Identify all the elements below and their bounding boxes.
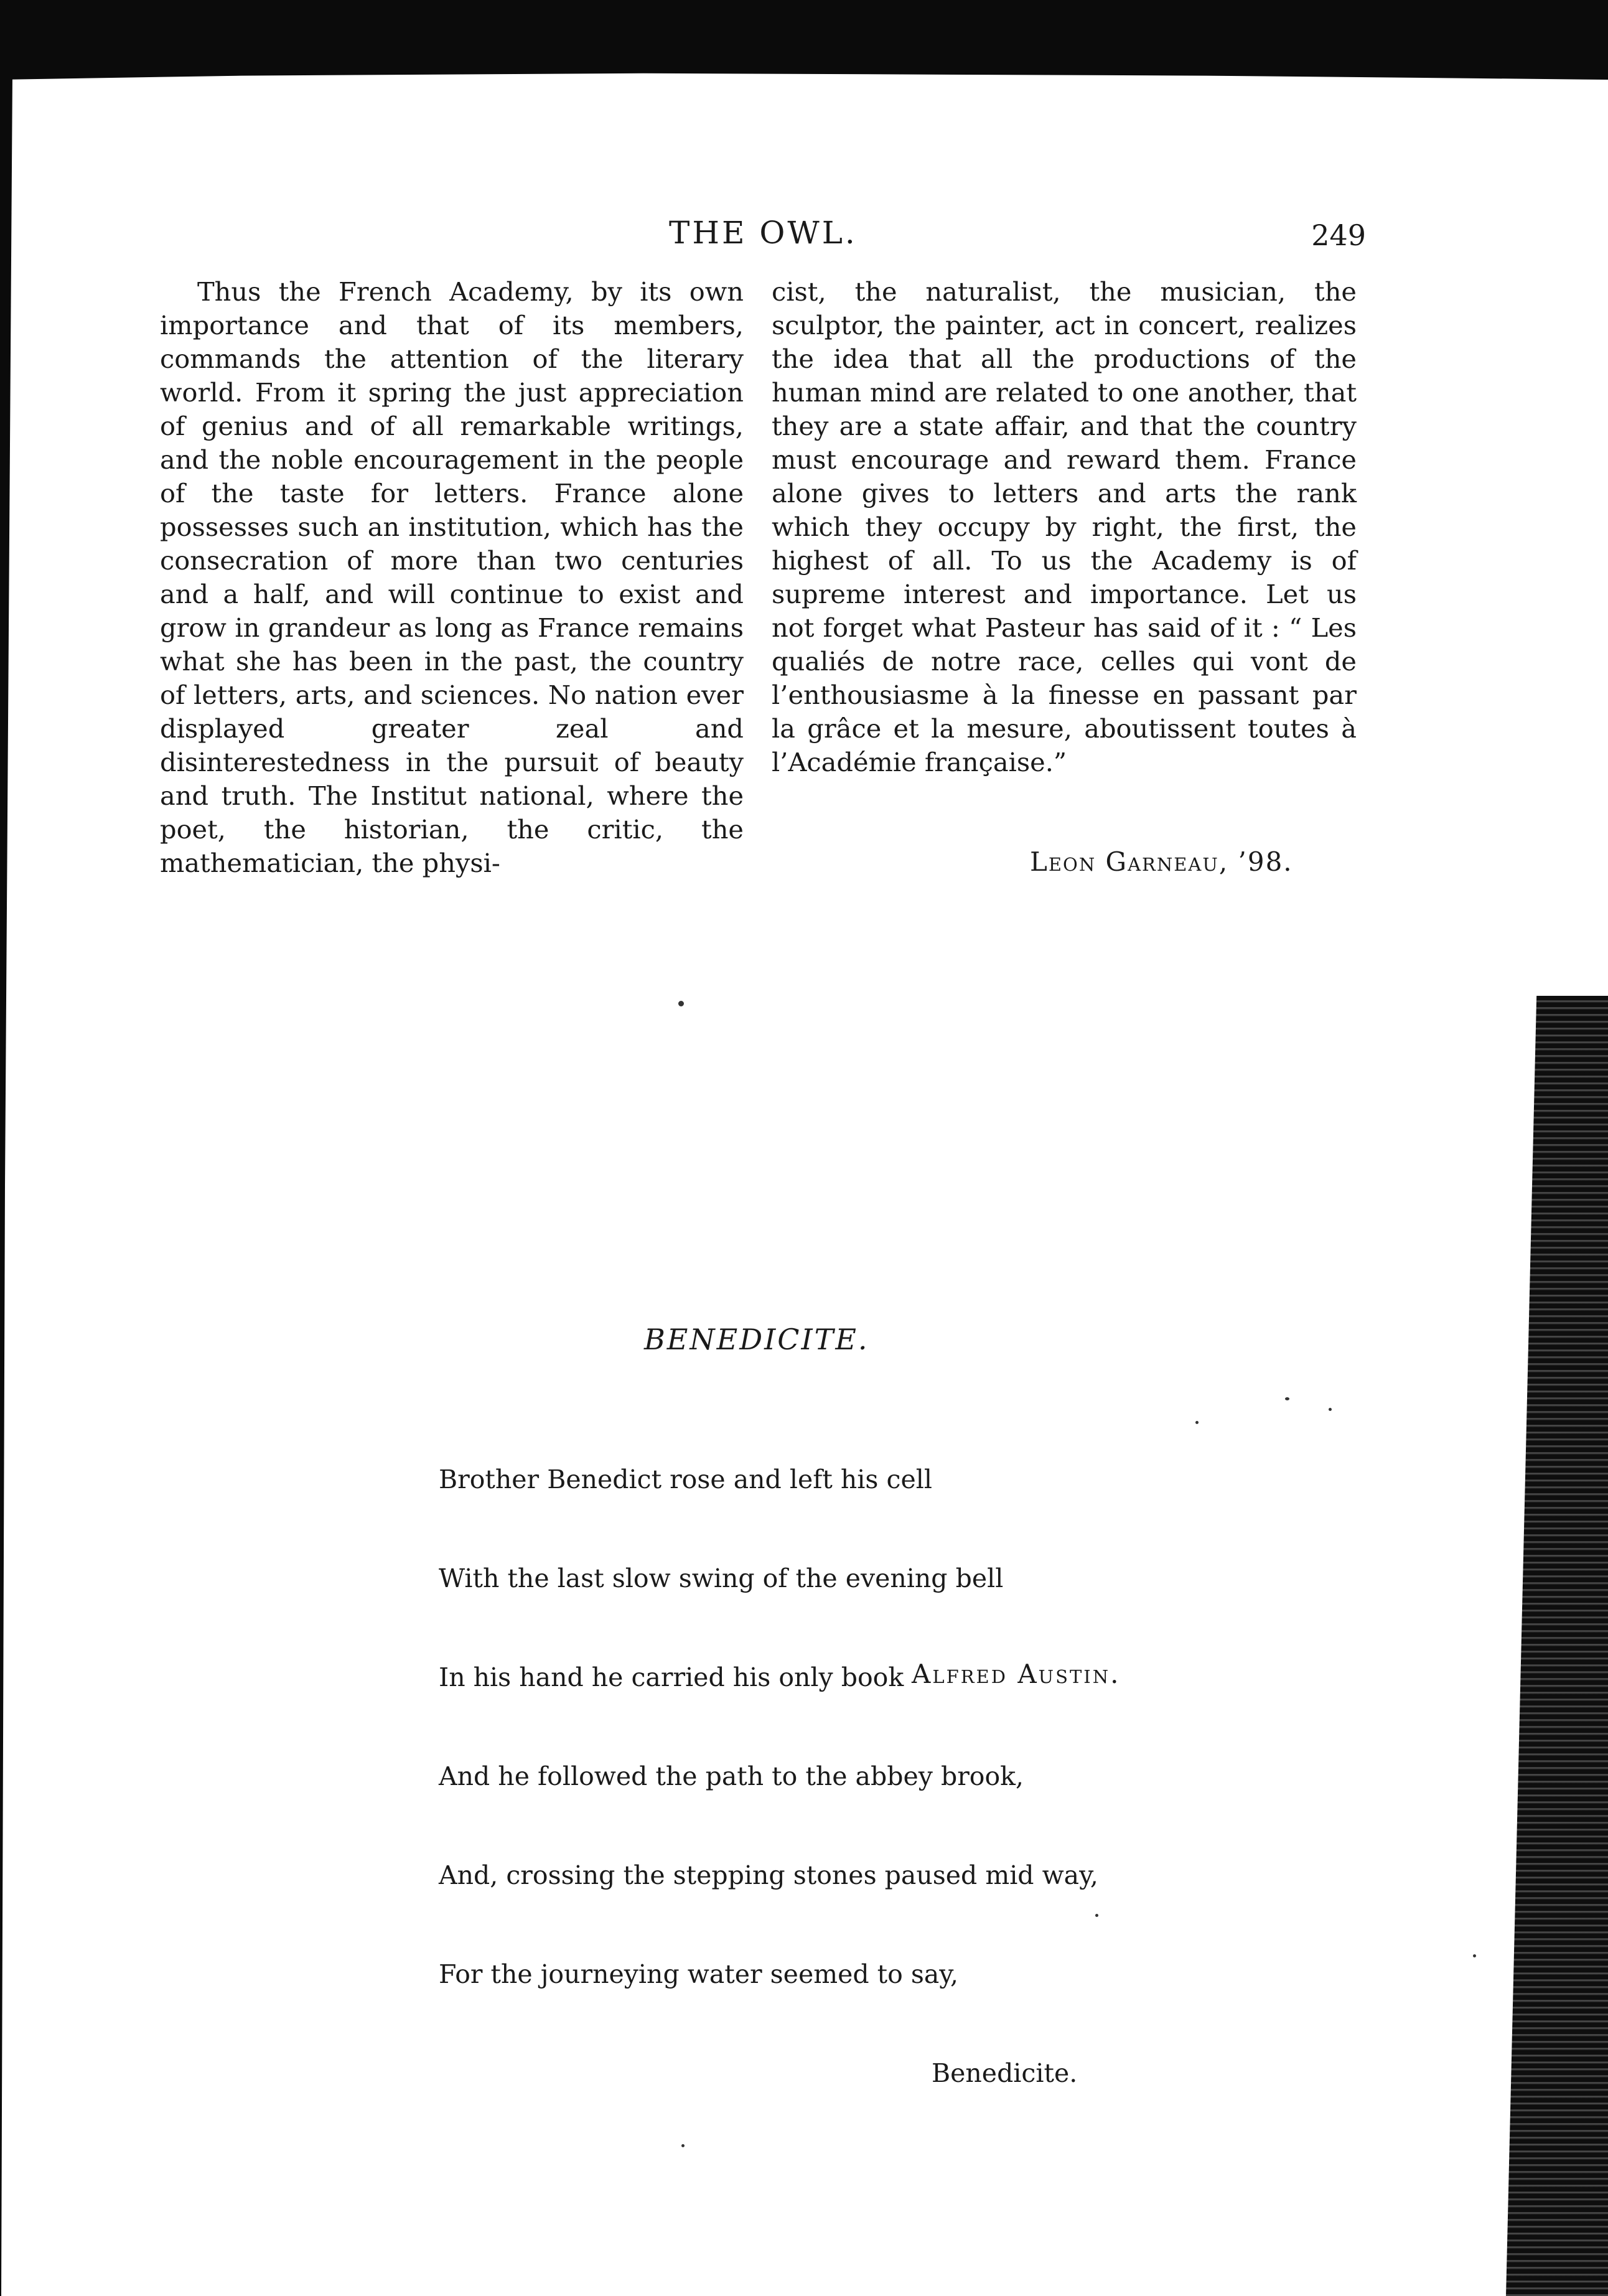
poem-line: And he followed the path to the abbey brook, bbox=[439, 1761, 1024, 1791]
scan-edge-top bbox=[0, 0, 1608, 80]
poem-refrain: Benedicite. bbox=[932, 2058, 1078, 2088]
scan-speck bbox=[1195, 1421, 1199, 1424]
poem-line: For the journeying water seemed to say, bbox=[439, 1959, 959, 1989]
poem-author: Alfred Austin. bbox=[912, 1659, 1121, 1689]
poem-line: Brother Benedict rose and left his cell bbox=[439, 1464, 932, 1494]
article-column-left bbox=[160, 275, 744, 880]
poem-title: BENEDICITE. bbox=[644, 1323, 869, 1356]
scan-edge-left bbox=[0, 75, 12, 2296]
scan-speck bbox=[1285, 1397, 1289, 1400]
scan-speck bbox=[1329, 1408, 1332, 1411]
page-title: THE OWL. bbox=[669, 215, 858, 251]
poem-line: And, crossing the stepping stones paused mid way, bbox=[439, 1860, 1098, 1890]
page-header bbox=[669, 215, 1366, 258]
article-paragraph: Thus the French Academy, by its own importance and that of its members, commands the attention of the literary world. From it spring the just appreciation of genius and of all remarkable writings, and the noble encouragement in the people of the taste for letters. France alone possesses such an institution, which has the consecration of more than two centuries and a half, and will continue to exist and grow in grandeur as long as France remains what she has been in the past, the country of letters, arts, and sciences. No nation ever displayed greater zeal and disinterestedness in the pursuit of beauty and truth. The Institut national, where the poet, the historian, the critic, the mathematician, the physi- bbox=[160, 276, 744, 878]
poem-line: With the last slow swing of the evening bell bbox=[439, 1563, 1004, 1593]
scan-speck bbox=[678, 1001, 684, 1006]
scan-speck bbox=[1473, 1954, 1476, 1957]
article-paragraph-continued: cist, the naturalist, the musician, the sculptor, the painter, act in concert, realizes the idea that all the productions of the human mind are related to one another, that they are a state affair, and that the country must encourage and reward them. France alone gives to letters and arts the rank which they occupy by right, the first, the highest of all. To us the Academy is of supreme interest and importance. Let us not forget what Pasteur has said of it : “ Les qualiés de notre race, celles qui vont de l’enthousiasme à la finesse en passant par la grâce et la mesure, aboutissent toutes à l’Académie française.” bbox=[772, 276, 1357, 777]
article-byline: Leon Garneau, ’98. bbox=[1030, 846, 1293, 877]
scan-edge-right bbox=[1506, 996, 1608, 2296]
article-column-right bbox=[772, 275, 1357, 779]
scan-speck bbox=[681, 2144, 685, 2147]
poem-body bbox=[439, 1397, 1098, 2123]
poem-line: In his hand he carried his only book bbox=[439, 1662, 904, 1692]
page-number: 249 bbox=[1311, 218, 1366, 252]
